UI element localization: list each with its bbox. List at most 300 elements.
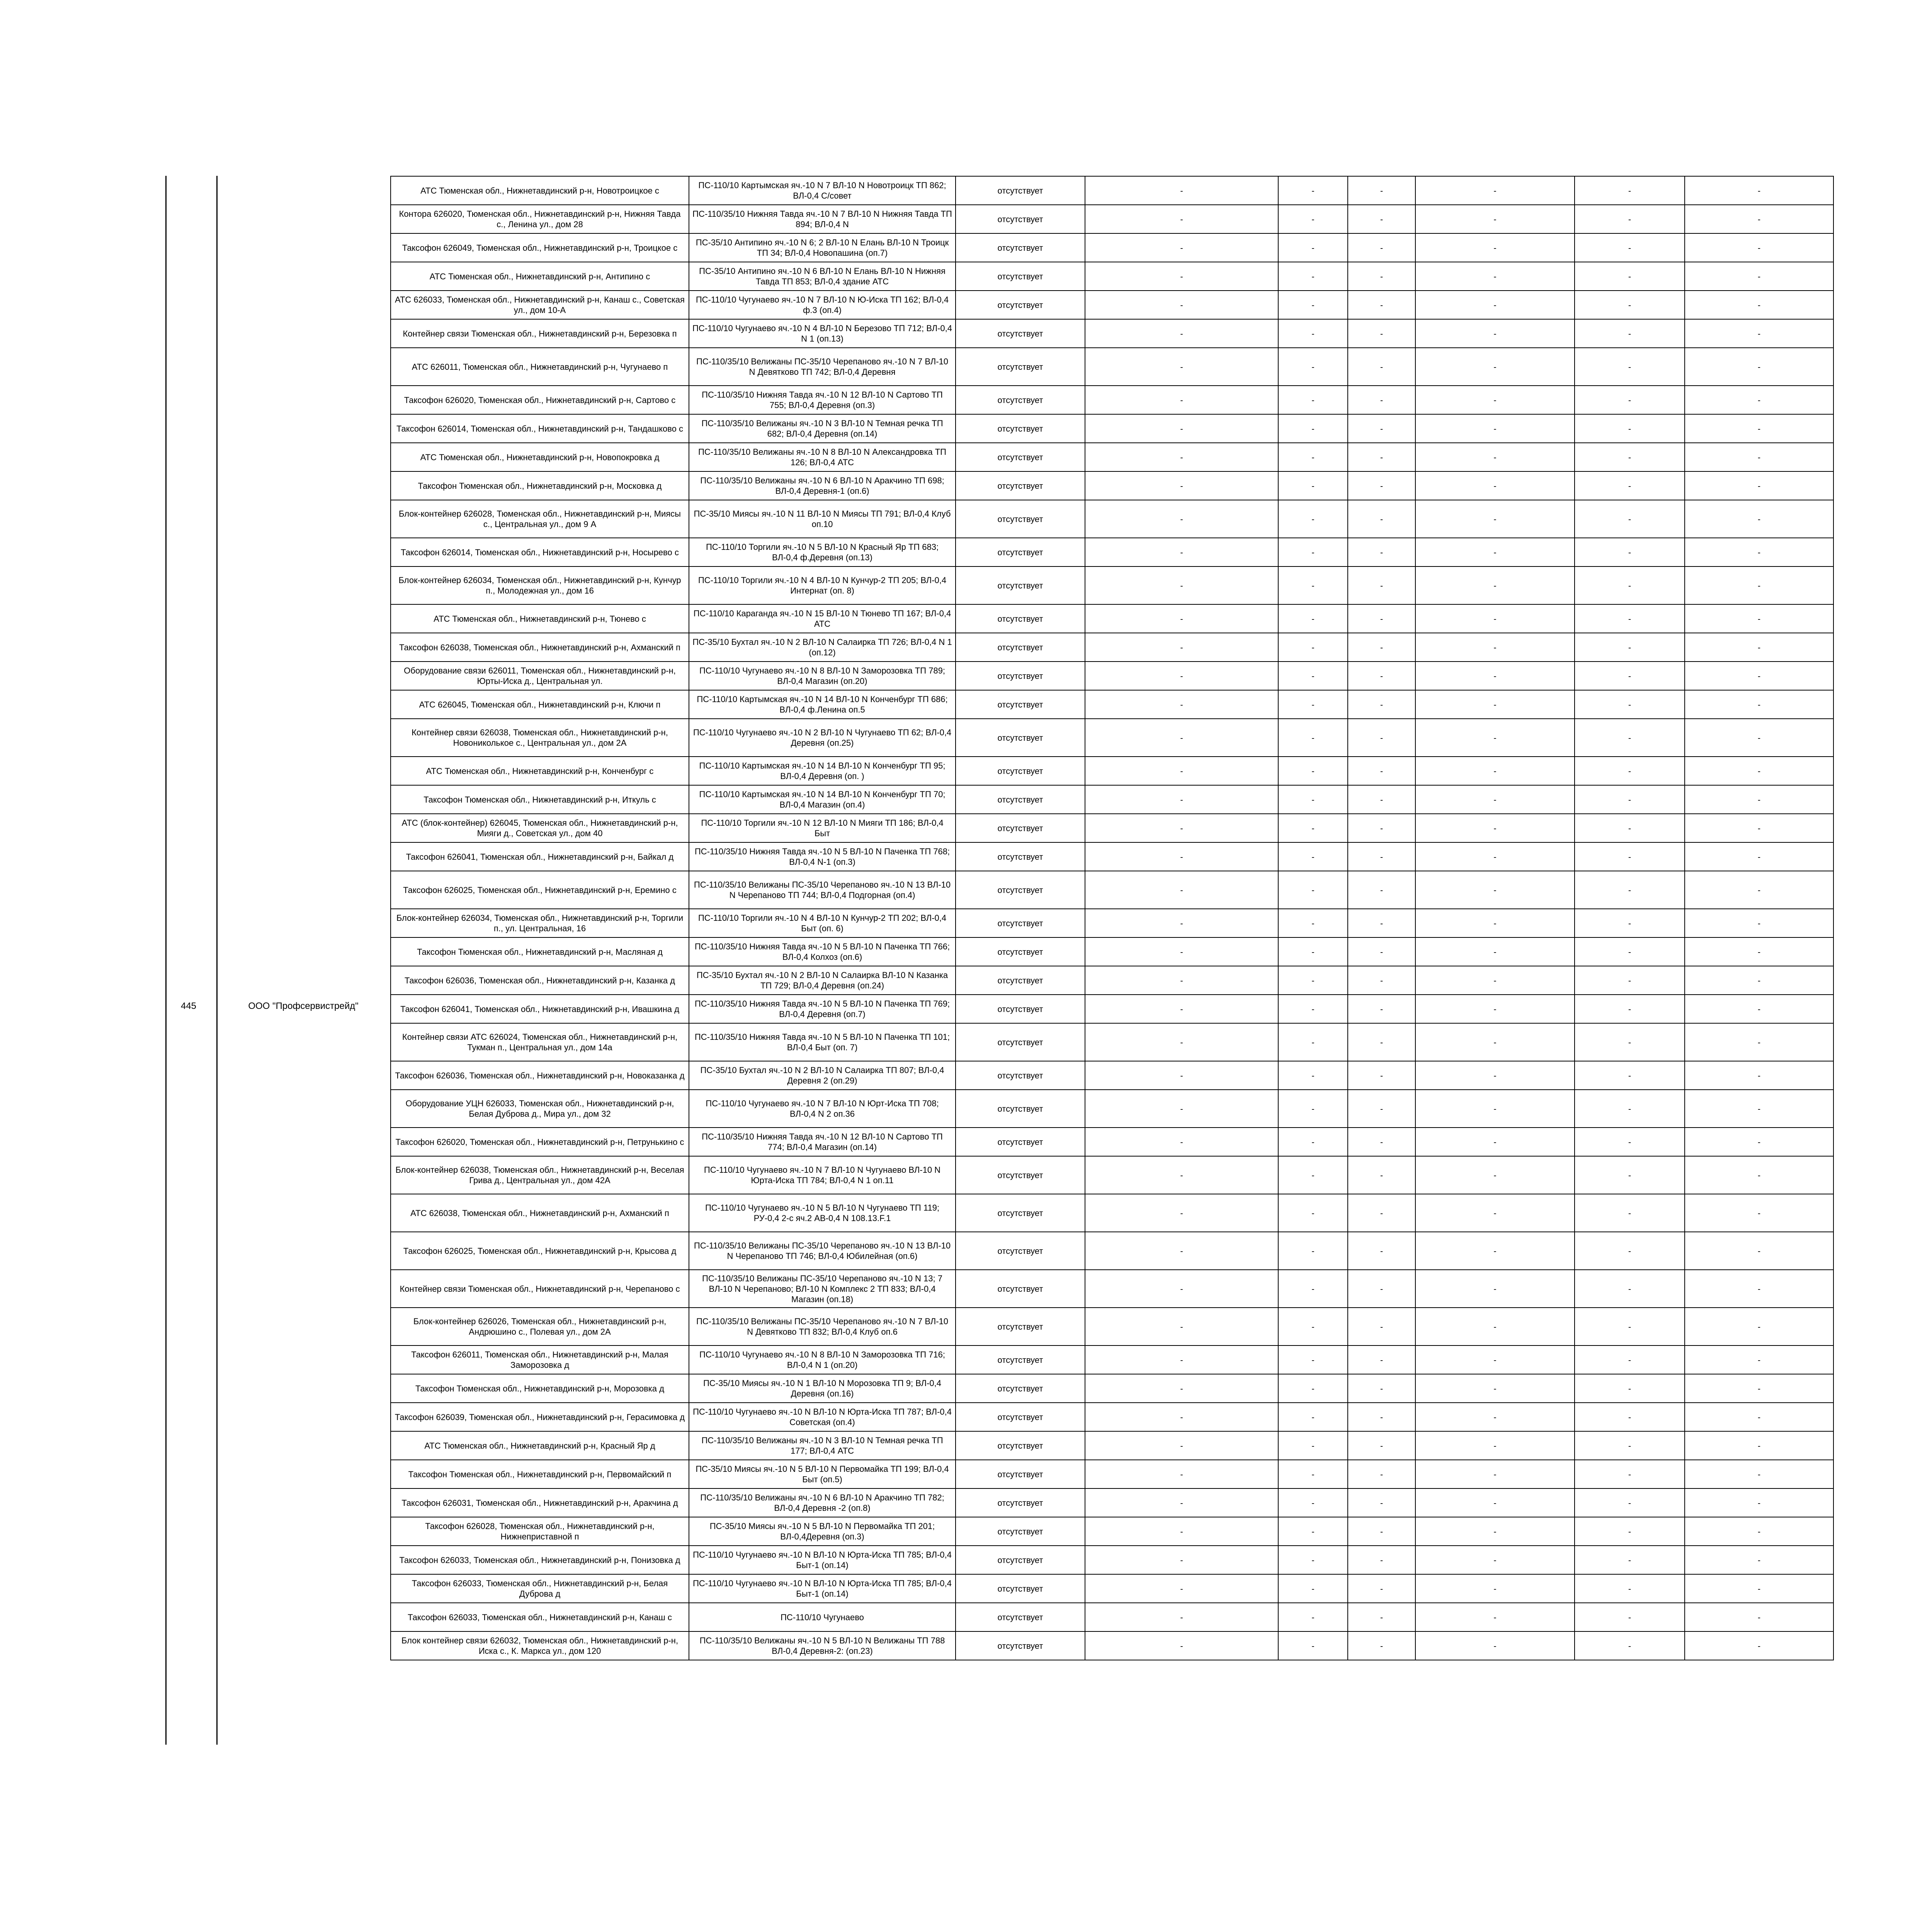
dash-cell: - — [1685, 1574, 1833, 1603]
dash-cell: - — [1348, 995, 1415, 1023]
dash-cell: - — [1348, 1232, 1415, 1270]
dash-cell: - — [1575, 966, 1685, 995]
dash-cell: - — [1685, 814, 1833, 842]
table-row — [391, 757, 1833, 785]
left-column-divider — [216, 176, 218, 1745]
dash-cell: - — [1348, 233, 1415, 262]
dash-cell: - — [1278, 319, 1348, 348]
dash-cell: - — [1415, 414, 1575, 443]
dash-cell: - — [1278, 291, 1348, 319]
dash-cell: - — [1575, 1460, 1685, 1488]
table-row — [391, 1488, 1833, 1517]
dash-cell: - — [1685, 1517, 1833, 1546]
dash-cell: - — [1348, 1574, 1415, 1603]
dash-cell: - — [1348, 1603, 1415, 1631]
object-address-cell: Таксофон Тюменская обл., Нижнетавдинский р-н, Иткуль с — [391, 785, 689, 814]
dash-cell: - — [1085, 500, 1278, 538]
dash-cell: - — [1085, 1090, 1278, 1128]
power-source-cell: ПС-110/10 Чугунаево яч.-10 N 8 ВЛ-10 N Заморозовка ТП 716; ВЛ-0,4 N 1 (оп.20) — [689, 1345, 956, 1374]
table-row — [391, 414, 1833, 443]
power-source-cell: ПС-35/10 Бухтал яч.-10 N 2 ВЛ-10 N Салаирка ВЛ-10 N Казанка ТП 729; ВЛ-0,4 Деревня (оп.24) — [689, 966, 956, 995]
status-cell: отсутствует — [956, 1156, 1085, 1194]
status-cell: отсутствует — [956, 1345, 1085, 1374]
dash-cell: - — [1685, 604, 1833, 633]
status-cell: отсутствует — [956, 1128, 1085, 1156]
status-cell: отсутствует — [956, 1090, 1085, 1128]
power-source-cell: ПС-35/10 Миясы яч.-10 N 1 ВЛ-10 N Морозовка ТП 9; ВЛ-0,4 Деревня (оп.16) — [689, 1374, 956, 1403]
status-cell: отсутствует — [956, 176, 1085, 205]
dash-cell: - — [1085, 1374, 1278, 1403]
dash-cell: - — [1415, 1232, 1575, 1270]
dash-cell: - — [1415, 757, 1575, 785]
object-address-cell: Таксофон 626038, Тюменская обл., Нижнетавдинский р-н, Ахманский п — [391, 633, 689, 662]
dash-cell: - — [1415, 386, 1575, 414]
dash-cell: - — [1415, 1631, 1575, 1660]
status-cell: отсутствует — [956, 604, 1085, 633]
table-row — [391, 690, 1833, 719]
table-row — [391, 1403, 1833, 1431]
dash-cell: - — [1278, 1403, 1348, 1431]
power-source-cell: ПС-110/35/10 Велижаны яч.-10 N 8 ВЛ-10 N Александровка ТП 126; ВЛ-0,4 АТС — [689, 443, 956, 471]
dash-cell: - — [1415, 1128, 1575, 1156]
dash-cell: - — [1085, 719, 1278, 757]
dash-cell: - — [1575, 1403, 1685, 1431]
object-address-cell: АТС 626033, Тюменская обл., Нижнетавдинский р-н, Канаш с., Советская ул., дом 10-А — [391, 291, 689, 319]
status-cell: отсутствует — [956, 1270, 1085, 1308]
dash-cell: - — [1415, 909, 1575, 937]
power-source-cell: ПС-110/10 Чугунаево яч.-10 N 4 ВЛ-10 N Березово ТП 712; ВЛ-0,4 N 1 (оп.13) — [689, 319, 956, 348]
dash-cell: - — [1685, 995, 1833, 1023]
dash-cell: - — [1085, 1194, 1278, 1232]
dash-cell: - — [1415, 1194, 1575, 1232]
power-source-cell: ПС-110/10 Чугунаево яч.-10 N 7 ВЛ-10 N Юрт-Иска ТП 708; ВЛ-0,4 N 2 оп.36 — [689, 1090, 956, 1128]
object-address-cell: Таксофон 626033, Тюменская обл., Нижнетавдинский р-н, Понизовка д — [391, 1546, 689, 1574]
dash-cell: - — [1278, 719, 1348, 757]
table-row — [391, 500, 1833, 538]
dash-cell: - — [1415, 1574, 1575, 1603]
table-row — [391, 538, 1833, 566]
table-row — [391, 1374, 1833, 1403]
dash-cell: - — [1278, 1546, 1348, 1574]
dash-cell: - — [1415, 1431, 1575, 1460]
dash-cell: - — [1348, 1308, 1415, 1345]
power-source-cell: ПС-110/35/10 Нижняя Тавда яч.-10 N 7 ВЛ-10 N Нижняя Тавда ТП 894; ВЛ-0,4 N — [689, 205, 956, 233]
object-address-cell: АТС Тюменская обл., Нижнетавдинский р-н, Новопокровка д — [391, 443, 689, 471]
dash-cell: - — [1575, 757, 1685, 785]
object-address-cell: АТС Тюменская обл., Нижнетавдинский р-н, Антипино с — [391, 262, 689, 291]
object-address-cell: АТС Тюменская обл., Нижнетавдинский р-н, Тюнево с — [391, 604, 689, 633]
object-address-cell: АТС Тюменская обл., Нижнетавдинский р-н, Красный Яр д — [391, 1431, 689, 1460]
dash-cell: - — [1278, 966, 1348, 995]
power-source-cell: ПС-110/10 Чугунаево — [689, 1603, 956, 1631]
power-source-cell: ПС-110/10 Торгили яч.-10 N 4 ВЛ-10 N Кунчур-2 ТП 202; ВЛ-0,4 Быт (оп. 6) — [689, 909, 956, 937]
dash-cell: - — [1085, 1061, 1278, 1090]
dash-cell: - — [1348, 1023, 1415, 1061]
dash-cell: - — [1415, 662, 1575, 690]
dash-cell: - — [1575, 1431, 1685, 1460]
dash-cell: - — [1685, 842, 1833, 871]
power-source-cell: ПС-110/10 Чугунаево яч.-10 N 5 ВЛ-10 N Чугунаево ТП 119; РУ-0,4 2-с яч.2 АВ-0,4 N 108.13.F.1 — [689, 1194, 956, 1232]
object-address-cell: Таксофон 626033, Тюменская обл., Нижнетавдинский р-н, Белая Дуброва д — [391, 1574, 689, 1603]
status-cell: отсутствует — [956, 1023, 1085, 1061]
dash-cell: - — [1415, 291, 1575, 319]
dash-cell: - — [1575, 1128, 1685, 1156]
dash-cell: - — [1348, 814, 1415, 842]
power-source-cell: ПС-110/10 Чугунаево яч.-10 N 8 ВЛ-10 N Заморозовка ТП 789; ВЛ-0,4 Магазин (оп.20) — [689, 662, 956, 690]
table-row — [391, 176, 1833, 205]
table-row — [391, 1090, 1833, 1128]
dash-cell: - — [1278, 1345, 1348, 1374]
table-row — [391, 937, 1833, 966]
table-row — [391, 1431, 1833, 1460]
dash-cell: - — [1575, 538, 1685, 566]
dash-cell: - — [1348, 176, 1415, 205]
dash-cell: - — [1415, 500, 1575, 538]
dash-cell: - — [1085, 966, 1278, 995]
table-row — [391, 842, 1833, 871]
dash-cell: - — [1575, 291, 1685, 319]
table-row — [391, 1194, 1833, 1232]
status-cell: отсутствует — [956, 1061, 1085, 1090]
object-address-cell: Таксофон 626036, Тюменская обл., Нижнетавдинский р-н, Новоказанка д — [391, 1061, 689, 1090]
dash-cell: - — [1348, 662, 1415, 690]
dash-cell: - — [1575, 1156, 1685, 1194]
dash-cell: - — [1415, 1023, 1575, 1061]
status-cell: отсутствует — [956, 348, 1085, 386]
dash-cell: - — [1278, 500, 1348, 538]
dash-cell: - — [1085, 1546, 1278, 1574]
power-source-cell: ПС-35/10 Антипино яч.-10 N 6 ВЛ-10 N Елань ВЛ-10 N Нижняя Тавда ТП 853; ВЛ-0,4 здание АТС — [689, 262, 956, 291]
dash-cell: - — [1575, 1488, 1685, 1517]
dash-cell: - — [1685, 443, 1833, 471]
dash-cell: - — [1415, 785, 1575, 814]
dash-cell: - — [1348, 1194, 1415, 1232]
power-source-cell: ПС-110/35/10 Велижаны ПС-35/10 Черепаново яч.-10 N 13 ВЛ-10 N Черепаново ТП 744; ВЛ-0,4 Подгорная (оп.4) — [689, 871, 956, 909]
dash-cell: - — [1348, 443, 1415, 471]
dash-cell: - — [1348, 842, 1415, 871]
dash-cell: - — [1348, 633, 1415, 662]
dash-cell: - — [1415, 1603, 1575, 1631]
object-address-cell: Таксофон 626036, Тюменская обл., Нижнетавдинский р-н, Казанка д — [391, 966, 689, 995]
status-cell: отсутствует — [956, 662, 1085, 690]
dash-cell: - — [1348, 937, 1415, 966]
dash-cell: - — [1415, 1090, 1575, 1128]
dash-cell: - — [1575, 604, 1685, 633]
dash-cell: - — [1085, 262, 1278, 291]
dash-cell: - — [1348, 500, 1415, 538]
dash-cell: - — [1415, 1517, 1575, 1546]
power-source-cell: ПС-110/10 Картымская яч.-10 N 7 ВЛ-10 N Новотроицк ТП 862; ВЛ-0,4 С/совет — [689, 176, 956, 205]
dash-cell: - — [1685, 205, 1833, 233]
dash-cell: - — [1685, 1374, 1833, 1403]
table-row — [391, 1023, 1833, 1061]
dash-cell: - — [1085, 205, 1278, 233]
dash-cell: - — [1575, 785, 1685, 814]
dash-cell: - — [1415, 814, 1575, 842]
power-source-cell: ПС-110/10 Торгили яч.-10 N 12 ВЛ-10 N Мияги ТП 186; ВЛ-0,4 Быт — [689, 814, 956, 842]
dash-cell: - — [1685, 937, 1833, 966]
status-cell: отсутствует — [956, 205, 1085, 233]
dash-cell: - — [1575, 1631, 1685, 1660]
dash-cell: - — [1278, 814, 1348, 842]
dash-cell: - — [1348, 471, 1415, 500]
status-cell: отсутствует — [956, 719, 1085, 757]
dash-cell: - — [1685, 233, 1833, 262]
dash-cell: - — [1348, 1090, 1415, 1128]
dash-cell: - — [1415, 690, 1575, 719]
power-source-cell: ПС-35/10 Миясы яч.-10 N 5 ВЛ-10 N Первомайка ТП 201; ВЛ-0,4Деревня (оп.3) — [689, 1517, 956, 1546]
dash-cell: - — [1415, 1308, 1575, 1345]
dash-cell: - — [1415, 937, 1575, 966]
table-row — [391, 1128, 1833, 1156]
dash-cell: - — [1685, 1603, 1833, 1631]
table-row — [391, 1061, 1833, 1090]
object-address-cell: Таксофон 626041, Тюменская обл., Нижнетавдинский р-н, Ивашкина д — [391, 995, 689, 1023]
status-cell: отсутствует — [956, 785, 1085, 814]
power-source-cell: ПС-110/10 Чугунаево яч.-10 N ВЛ-10 N Юрта-Иска ТП 785; ВЛ-0,4 Быт-1 (оп.14) — [689, 1574, 956, 1603]
dash-cell: - — [1685, 1270, 1833, 1308]
dash-cell: - — [1575, 1546, 1685, 1574]
organization-name: ООО "Профсервистрейд" — [248, 1001, 359, 1011]
dash-cell: - — [1085, 871, 1278, 909]
status-cell: отсутствует — [956, 414, 1085, 443]
dash-cell: - — [1575, 566, 1685, 604]
status-cell: отсутствует — [956, 1488, 1085, 1517]
power-source-cell: ПС-110/10 Караганда яч.-10 N 15 ВЛ-10 N Тюнево ТП 167; ВЛ-0,4 АТС — [689, 604, 956, 633]
table-row — [391, 633, 1833, 662]
objects-table — [390, 176, 1834, 1660]
dash-cell: - — [1575, 937, 1685, 966]
dash-cell: - — [1685, 1460, 1833, 1488]
dash-cell: - — [1348, 262, 1415, 291]
power-source-cell: ПС-110/10 Чугунаево яч.-10 N 2 ВЛ-10 N Чугунаево ТП 62; ВЛ-0,4 Деревня (оп.25) — [689, 719, 956, 757]
dash-cell: - — [1685, 291, 1833, 319]
dash-cell: - — [1575, 443, 1685, 471]
dash-cell: - — [1575, 1023, 1685, 1061]
dash-cell: - — [1415, 1270, 1575, 1308]
status-cell: отсутствует — [956, 233, 1085, 262]
status-cell: отсутствует — [956, 1431, 1085, 1460]
power-source-cell: ПС-35/10 Антипино яч.-10 N 6; 2 ВЛ-10 N Елань ВЛ-10 N Троицк ТП 34; ВЛ-0,4 Новопашина (оп.7) — [689, 233, 956, 262]
object-address-cell: АТС 626038, Тюменская обл., Нижнетавдинский р-н, Ахманский п — [391, 1194, 689, 1232]
object-address-cell: Таксофон 626014, Тюменская обл., Нижнетавдинский р-н, Тандашково с — [391, 414, 689, 443]
dash-cell: - — [1575, 1574, 1685, 1603]
dash-cell: - — [1278, 842, 1348, 871]
dash-cell: - — [1685, 1061, 1833, 1090]
dash-cell: - — [1575, 319, 1685, 348]
dash-cell: - — [1278, 1603, 1348, 1631]
power-source-cell: ПС-110/10 Чугунаево яч.-10 N 7 ВЛ-10 N Чугунаево ВЛ-10 N Юрта-Иска ТП 784; ВЛ-0,4 N 1 оп.11 — [689, 1156, 956, 1194]
table-row — [391, 205, 1833, 233]
dash-cell: - — [1575, 814, 1685, 842]
dash-cell: - — [1278, 348, 1348, 386]
dash-cell: - — [1085, 386, 1278, 414]
dash-cell: - — [1685, 1431, 1833, 1460]
object-address-cell: Контора 626020, Тюменская обл., Нижнетавдинский р-н, Нижняя Тавда с., Ленина ул., дом 28 — [391, 205, 689, 233]
dash-cell: - — [1685, 1345, 1833, 1374]
dash-cell: - — [1085, 1403, 1278, 1431]
dash-cell: - — [1685, 909, 1833, 937]
power-source-cell: ПС-110/35/10 Нижняя Тавда яч.-10 N 12 ВЛ-10 N Сартово ТП 755; ВЛ-0,4 Деревня (оп.3) — [689, 386, 956, 414]
object-address-cell: Таксофон 626014, Тюменская обл., Нижнетавдинский р-н, Носырево с — [391, 538, 689, 566]
dash-cell: - — [1278, 1090, 1348, 1128]
dash-cell: - — [1685, 471, 1833, 500]
dash-cell: - — [1575, 662, 1685, 690]
object-address-cell: Блок-контейнер 626034, Тюменская обл., Нижнетавдинский р-н, Кунчур п., Молодежная ул., дом 16 — [391, 566, 689, 604]
dash-cell: - — [1278, 785, 1348, 814]
status-cell: отсутствует — [956, 1194, 1085, 1232]
status-cell: отсутствует — [956, 471, 1085, 500]
dash-cell: - — [1348, 604, 1415, 633]
power-source-cell: ПС-110/10 Чугунаево яч.-10 N ВЛ-10 N Юрта-Иска ТП 785; ВЛ-0,4 Быт-1 (оп.14) — [689, 1546, 956, 1574]
object-address-cell: Таксофон 626049, Тюменская обл., Нижнетавдинский р-н, Троицкое с — [391, 233, 689, 262]
dash-cell: - — [1575, 1232, 1685, 1270]
dash-cell: - — [1085, 1232, 1278, 1270]
dash-cell: - — [1575, 348, 1685, 386]
object-address-cell: Таксофон 626025, Тюменская обл., Нижнетавдинский р-н, Крысова д — [391, 1232, 689, 1270]
dash-cell: - — [1348, 1156, 1415, 1194]
table-row — [391, 471, 1833, 500]
power-source-cell: ПС-110/35/10 Нижняя Тавда яч.-10 N 5 ВЛ-10 N Паченка ТП 769; ВЛ-0,4 Деревня (оп.7) — [689, 995, 956, 1023]
dash-cell: - — [1685, 719, 1833, 757]
table-row — [391, 1156, 1833, 1194]
left-border-line — [165, 176, 167, 1745]
dash-cell: - — [1278, 662, 1348, 690]
table-row — [391, 1232, 1833, 1270]
object-address-cell: АТС 626045, Тюменская обл., Нижнетавдинский р-н, Ключи п — [391, 690, 689, 719]
dash-cell: - — [1085, 1603, 1278, 1631]
dash-cell: - — [1278, 1232, 1348, 1270]
object-address-cell: Таксофон Тюменская обл., Нижнетавдинский р-н, Морозовка д — [391, 1374, 689, 1403]
dash-cell: - — [1415, 1546, 1575, 1574]
dash-cell: - — [1575, 633, 1685, 662]
dash-cell: - — [1348, 1061, 1415, 1090]
dash-cell: - — [1278, 443, 1348, 471]
dash-cell: - — [1685, 1488, 1833, 1517]
status-cell: отсутствует — [956, 443, 1085, 471]
dash-cell: - — [1575, 871, 1685, 909]
object-address-cell: Блок-контейнер 626038, Тюменская обл., Нижнетавдинский р-н, Веселая Грива д., Центральная ул., дом 42А — [391, 1156, 689, 1194]
status-cell: отсутствует — [956, 1374, 1085, 1403]
status-cell: отсутствует — [956, 633, 1085, 662]
dash-cell: - — [1348, 348, 1415, 386]
dash-cell: - — [1415, 1374, 1575, 1403]
dash-cell: - — [1085, 814, 1278, 842]
dash-cell: - — [1415, 471, 1575, 500]
dash-cell: - — [1348, 1403, 1415, 1431]
dash-cell: - — [1685, 348, 1833, 386]
dash-cell: - — [1348, 538, 1415, 566]
table-row — [391, 1308, 1833, 1345]
power-source-cell: ПС-110/35/10 Велижаны яч.-10 N 3 ВЛ-10 N Темная речка ТП 682; ВЛ-0,4 Деревня (оп.14) — [689, 414, 956, 443]
dash-cell: - — [1685, 538, 1833, 566]
power-source-cell: ПС-110/10 Чугунаево яч.-10 N 7 ВЛ-10 N Ю-Иска ТП 162; ВЛ-0,4 ф.3 (оп.4) — [689, 291, 956, 319]
dash-cell: - — [1575, 414, 1685, 443]
dash-cell: - — [1278, 205, 1348, 233]
status-cell: отсутствует — [956, 291, 1085, 319]
dash-cell: - — [1085, 995, 1278, 1023]
dash-cell: - — [1085, 1128, 1278, 1156]
dash-cell: - — [1575, 1061, 1685, 1090]
object-address-cell: АТС 626011, Тюменская обл., Нижнетавдинский р-н, Чугунаево п — [391, 348, 689, 386]
dash-cell: - — [1278, 1194, 1348, 1232]
dash-cell: - — [1575, 842, 1685, 871]
dash-cell: - — [1685, 690, 1833, 719]
object-address-cell: Таксофон 626025, Тюменская обл., Нижнетавдинский р-н, Еремино с — [391, 871, 689, 909]
power-source-cell: ПС-110/10 Картымская яч.-10 N 14 ВЛ-10 N Конченбург ТП 70; ВЛ-0,4 Магазин (оп.4) — [689, 785, 956, 814]
dash-cell: - — [1085, 414, 1278, 443]
dash-cell: - — [1685, 262, 1833, 291]
dash-cell: - — [1415, 1488, 1575, 1517]
power-source-cell: ПС-35/10 Бухтал яч.-10 N 2 ВЛ-10 N Салаирка ТП 807; ВЛ-0,4 Деревня 2 (оп.29) — [689, 1061, 956, 1090]
power-source-cell: ПС-110/35/10 Велижаны ПС-35/10 Черепаново яч.-10 N 7 ВЛ-10 N Девятково ТП 742; ВЛ-0,4 Деревня — [689, 348, 956, 386]
table-row — [391, 662, 1833, 690]
object-address-cell: АТС (блок-контейнер) 626045, Тюменская обл., Нижнетавдинский р-н, Мияги д., Советская ул., дом 40 — [391, 814, 689, 842]
dash-cell: - — [1685, 1546, 1833, 1574]
table-row — [391, 233, 1833, 262]
object-address-cell: АТС Тюменская обл., Нижнетавдинский р-н, Новотроицкое с — [391, 176, 689, 205]
dash-cell: - — [1085, 937, 1278, 966]
table-row — [391, 291, 1833, 319]
object-address-cell: Таксофон 626028, Тюменская обл., Нижнетавдинский р-н, Нижнеприставной п — [391, 1517, 689, 1546]
table-row — [391, 995, 1833, 1023]
dash-cell: - — [1415, 604, 1575, 633]
dash-cell: - — [1278, 471, 1348, 500]
dash-cell: - — [1575, 1374, 1685, 1403]
object-address-cell: Блок-контейнер 626028, Тюменская обл., Нижнетавдинский р-н, Миясы с., Центральная ул., дом 9 А — [391, 500, 689, 538]
dash-cell: - — [1085, 1431, 1278, 1460]
dash-cell: - — [1685, 414, 1833, 443]
object-address-cell: Таксофон 626033, Тюменская обл., Нижнетавдинский р-н, Канаш с — [391, 1603, 689, 1631]
dash-cell: - — [1685, 176, 1833, 205]
power-source-cell: ПС-35/10 Миясы яч.-10 N 11 ВЛ-10 N Миясы ТП 791; ВЛ-0,4 Клуб оп.10 — [689, 500, 956, 538]
table-row — [391, 1270, 1833, 1308]
dash-cell: - — [1348, 690, 1415, 719]
dash-cell: - — [1348, 1546, 1415, 1574]
status-cell: отсутствует — [956, 909, 1085, 937]
dash-cell: - — [1085, 291, 1278, 319]
dash-cell: - — [1348, 1488, 1415, 1517]
dash-cell: - — [1415, 1460, 1575, 1488]
status-cell: отсутствует — [956, 566, 1085, 604]
dash-cell: - — [1348, 1128, 1415, 1156]
power-source-cell: ПС-110/10 Чугунаево яч.-10 N ВЛ-10 N Юрта-Иска ТП 787; ВЛ-0,4 Советская (оп.4) — [689, 1403, 956, 1431]
dash-cell: - — [1085, 566, 1278, 604]
dash-cell: - — [1575, 262, 1685, 291]
dash-cell: - — [1415, 262, 1575, 291]
dash-cell: - — [1348, 319, 1415, 348]
dash-cell: - — [1685, 1194, 1833, 1232]
dash-cell: - — [1085, 1574, 1278, 1603]
power-source-cell: ПС-110/10 Торгили яч.-10 N 5 ВЛ-10 N Красный Яр ТП 683; ВЛ-0,4 ф.Деревня (оп.13) — [689, 538, 956, 566]
dash-cell: - — [1685, 386, 1833, 414]
table-row — [391, 319, 1833, 348]
dash-cell: - — [1348, 205, 1415, 233]
dash-cell: - — [1348, 1270, 1415, 1308]
dash-cell: - — [1415, 966, 1575, 995]
object-address-cell: Таксофон 626041, Тюменская обл., Нижнетавдинский р-н, Байкал д — [391, 842, 689, 871]
dash-cell: - — [1348, 1374, 1415, 1403]
dash-cell: - — [1278, 1128, 1348, 1156]
dash-cell: - — [1085, 538, 1278, 566]
table-row — [391, 1517, 1833, 1546]
table-row — [391, 785, 1833, 814]
dash-cell: - — [1348, 966, 1415, 995]
object-address-cell: АТС Тюменская обл., Нижнетавдинский р-н, Конченбург с — [391, 757, 689, 785]
dash-cell: - — [1085, 471, 1278, 500]
dash-cell: - — [1348, 291, 1415, 319]
table-row — [391, 1574, 1833, 1603]
